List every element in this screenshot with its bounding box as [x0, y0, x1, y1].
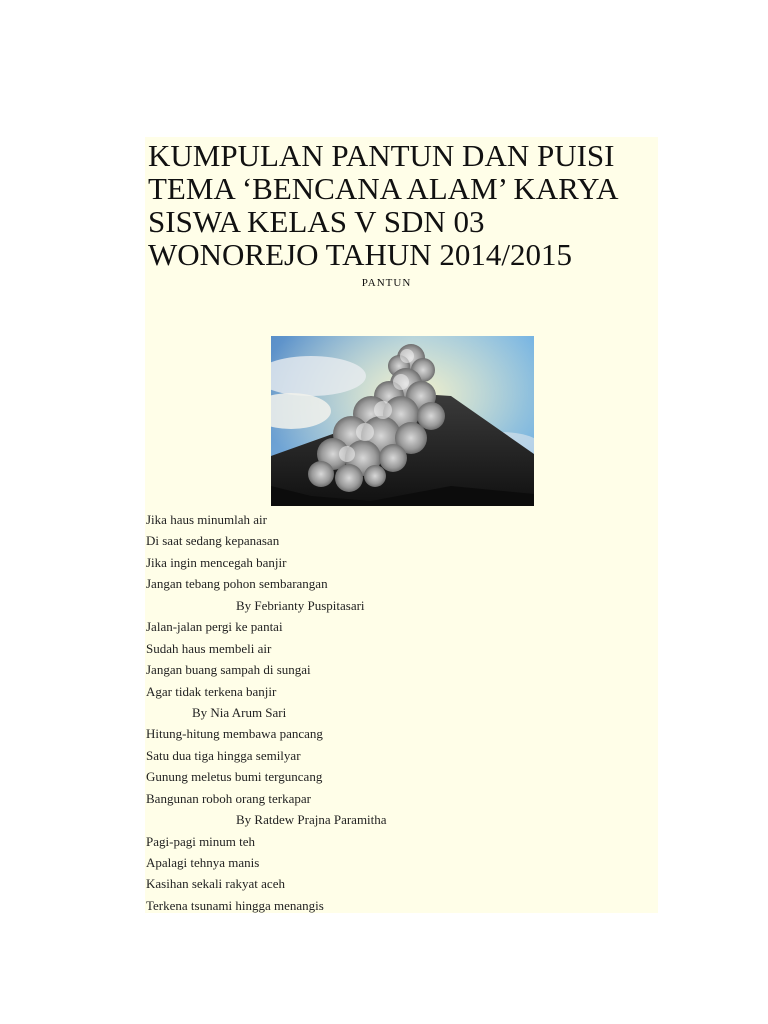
pantun-text	[146, 509, 646, 916]
poem-line: Sudah haus membeli air	[146, 640, 272, 656]
poem-line: Gunung meletus bumi terguncang	[146, 769, 323, 785]
document-title: KUMPULAN PANTUN DAN PUISI TEMA ‘BENCANA ALAM’ KARYA SISWA KELAS V SDN 03 WONOREJO TAHUN 2014/2015	[148, 138, 617, 272]
poem-line: Terkena tsunami hingga menangis	[146, 897, 324, 913]
content-area	[145, 137, 658, 913]
volcano-photo	[271, 336, 534, 506]
author-line: By Ratdew Prajna Paramitha	[236, 812, 387, 828]
poem-line: Apalagi tehnya manis	[146, 855, 260, 870]
author-line: By Febrianty Puspitasari	[236, 597, 365, 613]
author-line: By Nia Arum Sari	[192, 704, 287, 720]
section-heading: PANTUN	[361, 277, 412, 289]
poem-line: Pagi-pagi minum teh	[146, 833, 256, 849]
poem-line: Kasihan sekali rakyat aceh	[146, 876, 285, 892]
poem-line: Hitung-hitung membawa pancang	[146, 726, 323, 742]
poem-line: Jangan buang sampah di sungai	[146, 662, 311, 678]
poem-line: Di saat sedang kepanasan	[146, 533, 280, 549]
poem-line: Agar tidak terkena banjir	[146, 683, 277, 699]
poem-line: Jika ingin mencegah banjir	[146, 554, 287, 570]
poem-line: Jalan-jalan pergi ke pantai	[146, 619, 283, 635]
poem-line: Bangunan roboh orang terkapar	[146, 790, 311, 806]
poem-line: Jangan tebang pohon sembarangan	[146, 576, 328, 592]
poem-line: Satu dua tiga hingga semilyar	[146, 747, 301, 763]
poem-line: Jika haus minumlah air	[146, 512, 267, 527]
